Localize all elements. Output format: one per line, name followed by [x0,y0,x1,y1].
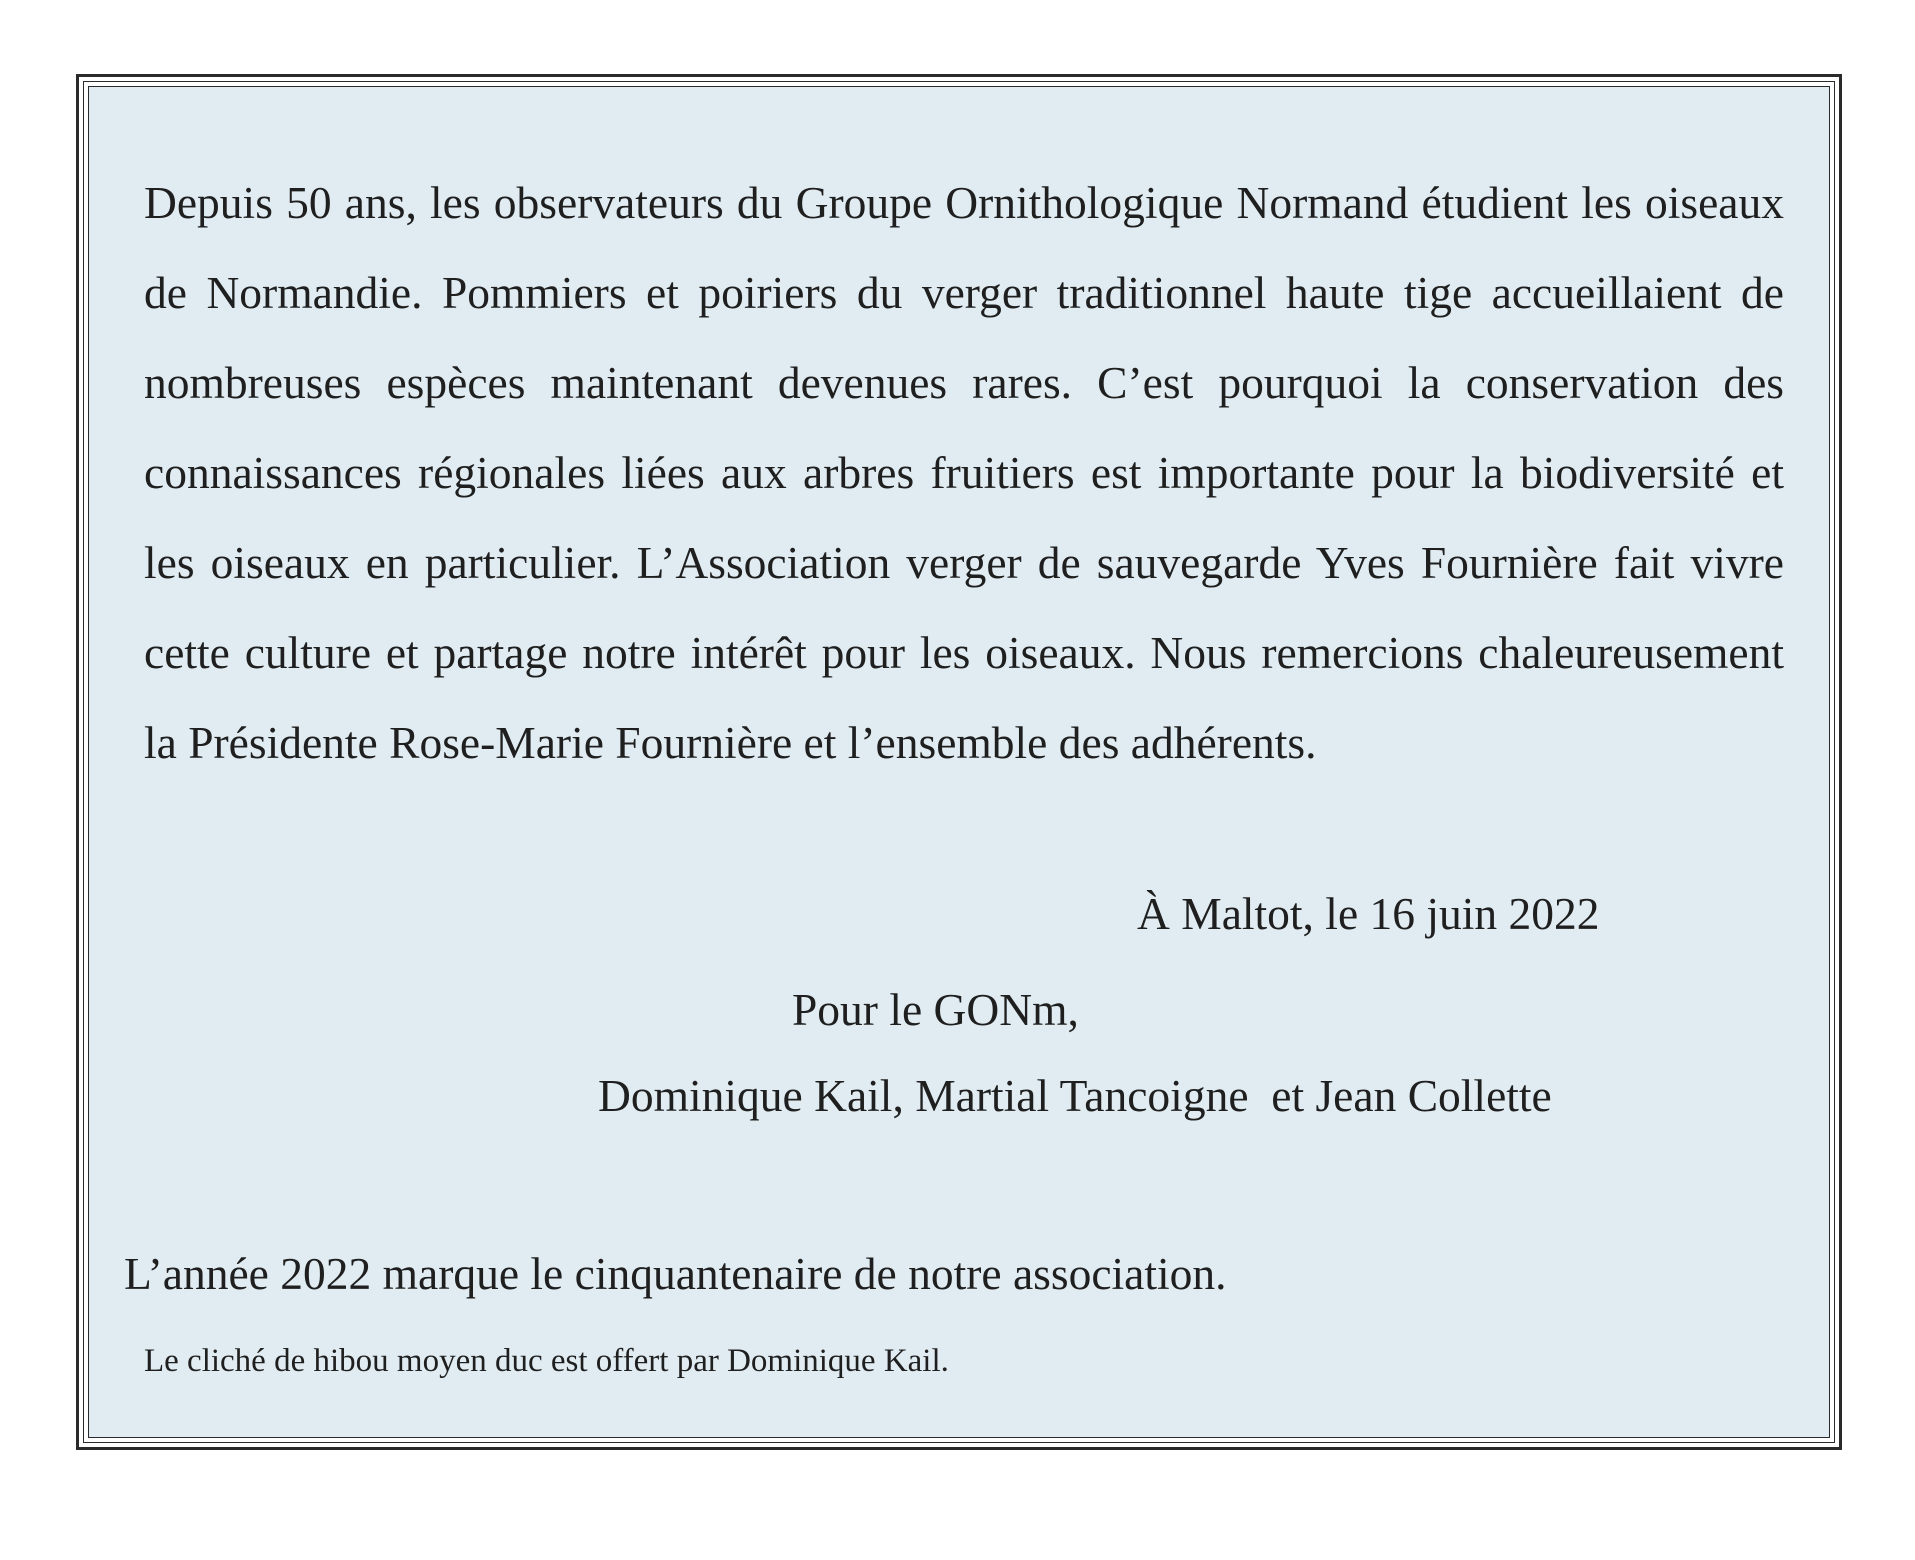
anniversary-note: L’année 2022 marque le cinquantenaire de notre association. [124,1248,1227,1299]
body-paragraph: Depuis 50 ans, les observateurs du Groupe Ornithologique Normand étudient les oiseaux de Normandie. Pommiers et poiriers du verger traditionnel haute tige accueillaient de nombreuses espèces maintenant devenues rares. C’est pourquoi la conservation des connaissances régionales liées aux arbres fruitiers est importante pour la biodiversité et les oiseaux en particulier. L’Association verger de sauvegarde Yves Fournière fait vivre cette culture et partage notre intérêt pour les oiseaux. Nous remercions chaleureusement la Présidente Rose-Marie Fournière et l’ensemble des adhérents. [144,177,1784,768]
photo-credit: Le cliché de hibou moyen duc est offert par Dominique Kail. [144,1343,949,1379]
signature-intro: Pour le GONm, [792,984,1079,1035]
signatories: Dominique Kail, Martial Tancoigne et Jean Collette [598,1070,1552,1121]
place-date: À Maltot, le 16 juin 2022 [1137,888,1600,939]
